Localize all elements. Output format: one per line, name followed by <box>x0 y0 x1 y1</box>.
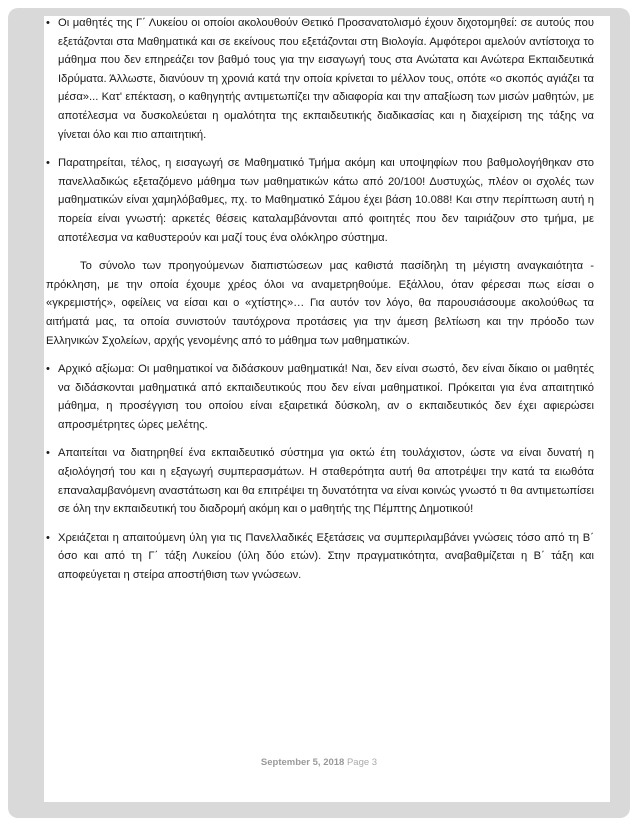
bullet-icon: • <box>46 531 50 544</box>
bullet-item <box>46 14 594 144</box>
document-body <box>46 14 594 595</box>
bullet-item <box>46 529 594 585</box>
bullet-text: Χρειάζεται η απαιτούμενη ύλη για τις Πανελλαδικές Εξετάσεις να συμπεριλαμβάνει γνώσεις τόσο από τη Β΄ όσο και από τη Γ΄ τάξη Λυκείου (ύλη δύο ετών). Στην πραγματικότητα, αναβαθμίζεται η Β΄ τάξη και αποφεύγεται η στείρα αποστήθιση των γνώσεων. <box>58 531 594 582</box>
bullet-text: Απαιτείται να διατηρηθεί ένα εκπαιδευτικό σύστημα για οκτώ έτη τουλάχιστον, ώστε να είναι δυνατή η αξιολόγησή του και η εξαγωγή συμπερασμάτων. Η σταθερότητα αυτή θα αποτρέψει την κατά τα ειωθότα επαναλαμβανόμενη αναστάτωση και θα επιτρέψει τη δυνατότητα να είναι κοινώς γνωστό τι θα αντιμετωπίσει σε όλη την εκπαιδευτική του διαδρομή ακόμη και ο μαθητής της Πέμπτης Δημοτικού! <box>58 447 594 516</box>
bullet-icon: • <box>46 157 50 170</box>
bullet-text: Παρατηρείται, τέλος, η εισαγωγή σε Μαθηματικό Τμήμα ακόμη και υποψηφίων που βαθμολογήθηκαν στο πανελλαδικώς εξεταζόμενο μάθημα των μαθηματικών κάτω από 20/100! Δυστυχώς, πλέον οι σχολές των μαθηματικών είναι χαμηλόβαθμες, πχ. το Μαθηματικό Σάμου έχει βάση 10.088! Και στην περίπτωση αυτή η πορεία είναι γνωστή: αρκετές θέσεις καταλαμβάνονται από φοιτητές που δεν ταιριάζουν στο τμήμα, με αποτέλεσμα να καθυστερούν και μαζί τους ένα ολόκληρο σύστημα. <box>58 157 594 244</box>
bullet-icon: • <box>46 17 50 29</box>
bullet-text: Αρχικό αξίωμα: Οι μαθηματικοί να διδάσκουν μαθηματικά! Ναι, δεν είναι σωστό, δεν είναι δίκαιο οι μαθητές να διδάσκονται μαθηματικά από εκπαιδευτικούς που δεν είναι μαθηματικοί. Πρόκειται για ένα απαιτητικό μάθημα, η προσέγγιση του οποίου είναι εξαιρετικά δύσκολη, αν ο εκπαιδευτικός δεν έχει αφιερώσει απροσμέτρητες ώρες μελέτης. <box>58 363 594 431</box>
bullet-icon: • <box>46 363 50 376</box>
bullet-item <box>46 154 594 247</box>
bullet-item <box>46 444 594 518</box>
paragraph: Το σύνολο των προηγούμενων διαπιστώσεων μας καθιστά πασίδηλη τη μέγιστη αναγκαιότητα - πρόκληση, με την οποία έχουμε χρέος όλοι να αναμετρηθούμε. Εξάλλου, όταν φέρεσαι πως είσαι ο «γκρεμιστής», οφείλεις να είσαι και ο «χτίστης»… Για αυτόν τον λόγο, θα παρουσιάσουμε ακολούθως τα αιτήματά μας, τα οποία συνιστούν ταυτόχρονα προτάσεις για την άμεση βελτίωση και την πρόοδο των Ελληνικών Σχολείων, αρχής γενομένης από το μάθημα των μαθηματικών. <box>46 260 594 347</box>
bullet-item <box>46 360 594 434</box>
bullet-text: Οι μαθητές της Γ΄ Λυκείου οι οποίοι ακολουθούν Θετικό Προσανατολισμό έχουν διχοτομηθεί: σε αυτούς που εξετάζονται στα Μαθηματικά και σε εκείνους που εξετάζονται στη Βιολογία. Αμφότεροι αμελούν αντίστοιχα το μάθημα που δεν επηρεάζει τον βαθμό τους για την εισαγωγή τους στα Ανώτατα και Ανώτερα Εκπαιδευτικά Ιδρύματα. Άλλωστε, διανύουν τη χρονιά κατά την οποία κρίνεται το μέλλον τους, οπότε «ο σκοπός αγιάζει τα μέσα»... Κατ' επέκταση, ο καθηγητής αντιμετωπίζει την αδιαφορία και την απαξίωση των μισών μαθητών, με αποτέλεσμα να δυσκολεύεται η ομαλότητα της εκπαιδευτικής διαδικασίας και η διαχείριση της τάξης να γίνεται όλο και πιο απαιτητική. <box>58 17 594 141</box>
bullet-icon: • <box>46 447 50 460</box>
page-footer <box>0 757 638 768</box>
footer-page-number: Page 3 <box>346 757 378 768</box>
footer-date: September 5, 2018 <box>260 757 345 768</box>
